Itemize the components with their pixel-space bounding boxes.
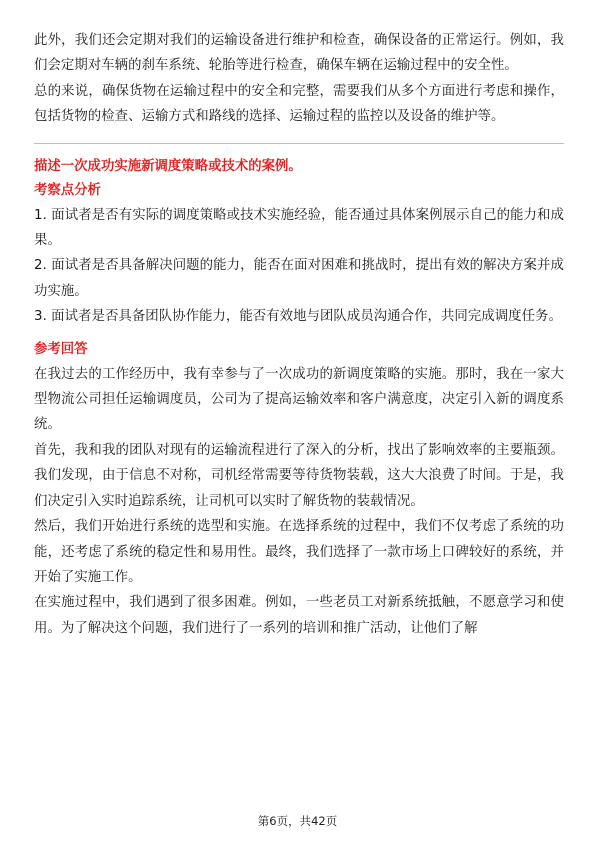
answer-heading: 参考回答 [34, 341, 88, 357]
section-divider [34, 143, 564, 144]
page-content [34, 28, 564, 641]
answer-section [34, 338, 564, 641]
answer-paragraph: 在实施过程中，我们遇到了很多困难。例如，一些老员工对新系统抵触，不愿意学习和使用。为了解决这个问题，我们进行了一系列的培训和推广活动，让他们了解 [34, 595, 564, 636]
intro-paragraph: 此外，我们还会定期对我们的运输设备进行维护和检查，确保设备的正常运行。例如，我们会定期对车辆的刹车系统、轮胎等进行检查，确保车辆在运输过程中的安全性。 [34, 33, 564, 74]
answer-paragraph: 首先，我和我的团队对现有的运输流程进行了深入的分析，找出了影响效率的主要瓶颈。我们发现，由于信息不对称，司机经常需要等待货物装载，这大大浪费了时间。于是，我们决定引入实时追踪系统，让司机可以实时了解货物的装载情况。 [34, 442, 564, 509]
question-title: 描述一次成功实施新调度策略或技术的案例。 [34, 158, 302, 174]
analysis-point: 1. 面试者是否有实际的调度策略或技术实施经验，能否通过具体案例展示自己的能力和成果。 [34, 207, 564, 249]
answer-paragraph: 在我过去的工作经历中，我有幸参与了一次成功的新调度策略的实施。那时，我在一家大型物流公司担任运输调度员，公司为了提高运输效率和客户满意度，决定引入新的调度系统。 [34, 366, 564, 433]
analysis-section [34, 179, 564, 330]
answer-paragraph: 然后，我们开始进行系统的选型和实施。在选择系统的过程中，我们不仅考虑了系统的功能，还考虑了系统的稳定性和易用性。最终，我们选择了一款市场上口碑较好的系统，并开始了实施工作。 [34, 519, 564, 585]
intro-section [34, 28, 564, 130]
analysis-point: 3. 面试者是否具备团队协作能力，能否有效地与团队成员沟通合作，共同完成调度任务。 [34, 309, 562, 325]
analysis-point: 2. 面试者是否具备解决问题的能力，能否在面对困难和挑战时，提出有效的解决方案并成功实施。 [34, 258, 564, 299]
page-number: 第6页，共42页 [257, 814, 338, 828]
analysis-heading: 考察点分析 [34, 182, 101, 198]
intro-paragraph: 总的来说，确保货物在运输过程中的安全和完整，需要我们从多个方面进行考虑和操作，包括货物的检查、运输方式和路线的选择、运输过程的监控以及设备的维护等。 [34, 83, 564, 125]
